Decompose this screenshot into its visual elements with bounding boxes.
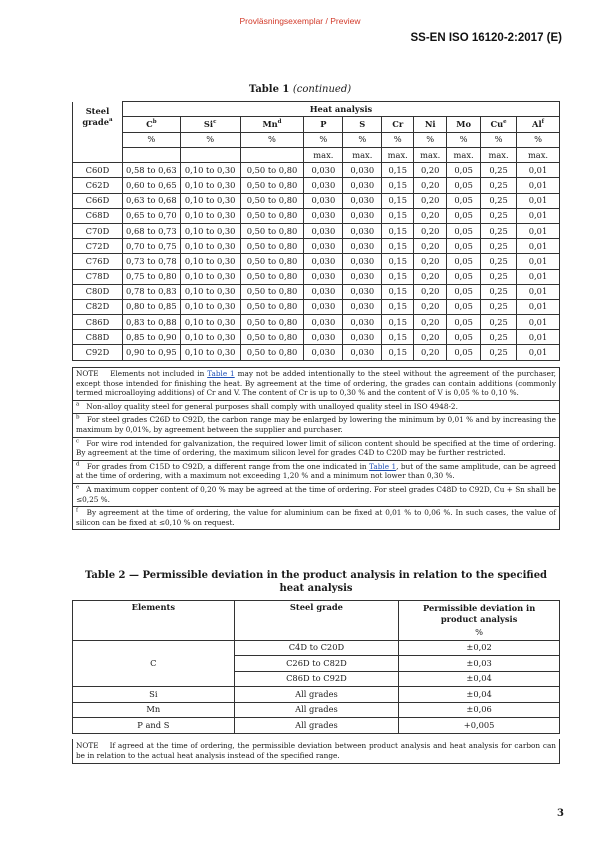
value-cell: 0,20 [414,208,447,223]
value-cell: 0,10 to 0,30 [180,208,240,223]
table1-link[interactable]: Table 1 [207,369,235,378]
col-unit: % [414,132,447,147]
value-cell: 0,030 [304,223,343,238]
col-header-s: S [343,117,382,132]
value-cell: 0,78 to 0,83 [122,284,180,299]
value-cell: 0,030 [343,315,382,330]
value-cell: 0,25 [481,208,517,223]
value-cell: 0,030 [304,208,343,223]
col-unit: % [304,132,343,147]
value-cell: 0,50 to 0,80 [240,330,304,345]
value-cell: 0,85 to 0,90 [122,330,180,345]
footnote-f: $^f$ By agreement at the time of ordering, the value for aluminium can be fixed at 0,01 % to 0,06 %. In such cases, the value of silicon can be fixed at ≤0,10 % on request. [73,506,559,529]
steel-grade-cell: C88D [73,330,123,345]
value-cell: 0,01 [517,254,560,269]
value-cell: 0,030 [343,254,382,269]
table-row [73,239,560,254]
value-cell: 0,25 [481,223,517,238]
steel-grade-cell: C78D [73,269,123,284]
value-cell: 0,05 [447,208,481,223]
table-row [73,163,560,178]
value-cell: 0,030 [304,193,343,208]
steel-grade-cell: C66D [73,193,123,208]
value-cell: 0,20 [414,193,447,208]
value-cell: 0,030 [304,299,343,314]
value-cell: 0,20 [414,299,447,314]
value-cell: 0,25 [481,284,517,299]
element-mn: Mn [73,702,235,718]
value-cell: 0,01 [517,315,560,330]
value-cell: 0,05 [447,239,481,254]
value-cell: 0,01 [517,269,560,284]
value-cell: 0,05 [447,330,481,345]
heat-analysis-header: Heat analysis [122,102,559,117]
steel-grade-header-2: Steel grade [234,601,399,641]
col-limit: max. [517,147,560,162]
value-cell: 0,030 [304,269,343,284]
col-header-si: Si$^c$ [180,117,240,132]
table1-link-2[interactable]: Table 1 [369,461,397,471]
steel-grade-cell: C76D [73,254,123,269]
value-cell: 0,05 [447,223,481,238]
value-cell: 0,50 to 0,80 [240,193,304,208]
value-cell: 0,030 [343,239,382,254]
table1-caption [72,84,528,95]
footnote-b: $^b$ For steel grades C26D to C92D, the carbon range may be enlarged by lowering the minimum by 0,01 % and by increasing the maximum by 0,01%, by agreement between the supplier and purchaser. [73,413,559,436]
value-cell: 0,030 [304,315,343,330]
steel-grade-cell: C82D [73,299,123,314]
table1-notes [72,367,560,530]
value-cell: 0,10 to 0,30 [180,345,240,360]
value-cell: 0,030 [343,208,382,223]
value-cell: 0,25 [481,299,517,314]
col-limit: max. [343,147,382,162]
value-cell: 0,15 [382,284,414,299]
value-cell: 0,01 [517,284,560,299]
value-cell: 0,25 [481,269,517,284]
value-cell: 0,10 to 0,30 [180,315,240,330]
ps-dev: +0,005 [399,718,560,734]
table-row [73,299,560,314]
value-cell: 0,25 [481,193,517,208]
col-header-c: $C^b$ [122,117,180,132]
c-dev-2: ±0,03 [399,656,560,672]
value-cell: 0,25 [481,254,517,269]
value-cell: 0,10 to 0,30 [180,330,240,345]
value-cell: 0,030 [343,223,382,238]
mn-dev: ±0,06 [399,702,560,718]
value-cell: 0,25 [481,163,517,178]
ps-grade: All grades [234,718,399,734]
value-cell: 0,030 [304,345,343,360]
steel-grade-cell: C92D [73,345,123,360]
value-cell: 0,05 [447,193,481,208]
value-cell: 0,20 [414,345,447,360]
value-cell: 0,01 [517,345,560,360]
steel-grade-cell: C68D [73,208,123,223]
value-cell: 0,15 [382,178,414,193]
table-row [73,315,560,330]
value-cell: 0,20 [414,315,447,330]
value-cell: 0,05 [447,163,481,178]
value-cell: 0,01 [517,239,560,254]
value-cell: 0,10 to 0,30 [180,269,240,284]
steel-grade-cell: C60D [73,163,123,178]
value-cell: 0,01 [517,299,560,314]
footnote-d: $^d$ For grades from C15D to C92D, a different range from the one indicated in Table 1, but of the same amplitude, can be agreed at the time of ordering, with a maximum not exceeding 1,20 % and a minimum not lower than 0,30 %. [73,460,559,483]
value-cell: 0,10 to 0,30 [180,223,240,238]
value-cell: 0,05 [447,178,481,193]
table-row [73,284,560,299]
table2-note: NOTE If agreed at the time of ordering, the permissible deviation between product analysis and heat analysis for carbon can be in relation to the actual heat analysis instead of the specified range. [72,739,560,764]
steel-grade-spacer-2 [73,147,123,162]
value-cell: 0,50 to 0,80 [240,315,304,330]
value-cell: 0,10 to 0,30 [180,254,240,269]
col-limit [180,147,240,162]
table-row [73,269,560,284]
value-cell: 0,50 to 0,80 [240,269,304,284]
c-grade-3: C86D to C92D [234,671,399,687]
table1-caption-main: Table 1 [248,84,290,95]
value-cell: 0,20 [414,178,447,193]
value-cell: 0,50 to 0,80 [240,208,304,223]
value-cell: 0,05 [447,345,481,360]
si-grade: All grades [234,687,399,703]
value-cell: 0,25 [481,239,517,254]
col-unit: % [240,132,304,147]
steel-grade-cell: C86D [73,315,123,330]
col-header-cr: Cr [382,117,414,132]
value-cell: 0,10 to 0,30 [180,193,240,208]
value-cell: 0,15 [382,163,414,178]
element-si: Si [73,687,235,703]
value-cell: 0,10 to 0,30 [180,299,240,314]
table1 [72,101,560,361]
value-cell: 0,05 [447,254,481,269]
value-cell: 0,030 [304,239,343,254]
value-cell: 0,030 [343,269,382,284]
value-cell: 0,10 to 0,30 [180,239,240,254]
value-cell: 0,20 [414,163,447,178]
value-cell: 0,15 [382,254,414,269]
value-cell: 0,030 [343,193,382,208]
value-cell: 0,25 [481,330,517,345]
preview-label: Provläsningsexemplar / Preview [239,16,361,26]
value-cell: 0,50 to 0,80 [240,284,304,299]
col-unit: % [481,132,517,147]
steel-grade-cell: C72D [73,239,123,254]
value-cell: 0,15 [382,208,414,223]
value-cell: 0,15 [382,239,414,254]
col-unit: % [382,132,414,147]
value-cell: 0,01 [517,163,560,178]
value-cell: 0,60 to 0,65 [122,178,180,193]
value-cell: 0,50 to 0,80 [240,239,304,254]
table-row [73,223,560,238]
value-cell: 0,70 to 0,75 [122,239,180,254]
value-cell: 0,10 to 0,30 [180,178,240,193]
element-c: C [73,640,235,687]
table2-caption: Table 2 — Permissible deviation in the product analysis in relation to the specified heat analysis [84,570,548,594]
value-cell: 0,20 [414,239,447,254]
c-dev-3: ±0,04 [399,671,560,687]
value-cell: 0,15 [382,223,414,238]
value-cell: 0,63 to 0,68 [122,193,180,208]
col-limit: max. [382,147,414,162]
col-header-mn: Mn$^d$ [240,117,304,132]
value-cell: 0,50 to 0,80 [240,223,304,238]
footnote-c: $^c$ For wire rod intended for galvanization, the required lower limit of silicon content should be specified at the time of ordering. By agreement at the time of ordering, the maximum silicon level for grades C4D to C20D may be further restricted. [73,437,559,460]
value-cell: 0,20 [414,284,447,299]
value-cell: 0,65 to 0,70 [122,208,180,223]
col-limit [240,147,304,162]
col-header-ni: Ni [414,117,447,132]
value-cell: 0,20 [414,223,447,238]
c-grade-2: C26D to C82D [234,656,399,672]
value-cell: 0,15 [382,193,414,208]
value-cell: 0,15 [382,315,414,330]
col-limit: max. [304,147,343,162]
col-limit: max. [447,147,481,162]
value-cell: 0,20 [414,330,447,345]
value-cell: 0,030 [343,345,382,360]
col-header-mo: Mo [447,117,481,132]
value-cell: 0,50 to 0,80 [240,345,304,360]
value-cell: 0,20 [414,269,447,284]
table-row [73,193,560,208]
col-unit: % [447,132,481,147]
value-cell: 0,15 [382,330,414,345]
c-grade-1: C4D to C20D [234,640,399,656]
value-cell: 0,20 [414,254,447,269]
steel-grade-cell: C62D [73,178,123,193]
value-cell: 0,05 [447,315,481,330]
col-header-al: Al$^f$ [517,117,560,132]
si-dev: ±0,04 [399,687,560,703]
col-unit: % [122,132,180,147]
value-cell: 0,030 [343,299,382,314]
col-unit: % [517,132,560,147]
steel-grade-cell: C70D [73,223,123,238]
value-cell: 0,030 [343,284,382,299]
deviation-unit: % [399,625,560,640]
footnote-e: $^e$ A maximum copper content of 0,20 % may be agreed at the time of ordering. For steel grades C48D to C92D, Cu + Sn shall be ≤0,25 %. [73,483,559,506]
table-row [73,178,560,193]
steel-grade-cell: C80D [73,284,123,299]
value-cell: 0,10 to 0,30 [180,284,240,299]
value-cell: 0,68 to 0,73 [122,223,180,238]
table1-note: NOTE Elements not included in Table 1 may not be added intentionally to the steel without the agreement of the purchaser, except those intended for finishing the heat. By agreement at the time of ordering, the grades can contain additions (commonly termed microalloying additions) of Cr and V. The content of Cr is up to 0,30 % and the content of V is 0,05 % to 0,10 %. [73,367,559,400]
table-row [73,208,560,223]
col-header-p: P [304,117,343,132]
table-row [73,254,560,269]
value-cell: 0,030 [304,284,343,299]
table-row [73,345,560,360]
value-cell: 0,15 [382,345,414,360]
col-limit: max. [414,147,447,162]
value-cell: 0,90 to 0,95 [122,345,180,360]
value-cell: 0,25 [481,178,517,193]
value-cell: 0,15 [382,299,414,314]
value-cell: 0,83 to 0,88 [122,315,180,330]
value-cell: 0,030 [304,163,343,178]
value-cell: 0,01 [517,223,560,238]
value-cell: 0,25 [481,315,517,330]
value-cell: 0,05 [447,269,481,284]
c-dev-1: ±0,02 [399,640,560,656]
footnote-a: $^a$ Non-alloy quality steel for general purposes shall comply with unalloyed quality steel in ISO 4948-2. [73,400,559,414]
value-cell: 0,50 to 0,80 [240,163,304,178]
mn-grade: All grades [234,702,399,718]
deviation-header: Permissible deviation in product analysis [399,601,560,626]
value-cell: 0,030 [304,178,343,193]
steel-grade-header: Steel grade$^a$ [73,102,123,133]
value-cell: 0,10 to 0,30 [180,163,240,178]
col-limit [122,147,180,162]
value-cell: 0,73 to 0,78 [122,254,180,269]
col-unit: % [180,132,240,147]
value-cell: 0,58 to 0,63 [122,163,180,178]
value-cell: 0,030 [343,178,382,193]
value-cell: 0,80 to 0,85 [122,299,180,314]
value-cell: 0,50 to 0,80 [240,178,304,193]
value-cell: 0,25 [481,345,517,360]
col-unit: % [343,132,382,147]
element-p-s: P and S [73,718,235,734]
value-cell: 0,01 [517,193,560,208]
value-cell: 0,01 [517,178,560,193]
value-cell: 0,030 [343,163,382,178]
table-row [73,330,560,345]
col-header-cu: Cu$^e$ [481,117,517,132]
value-cell: 0,50 to 0,80 [240,254,304,269]
value-cell: 0,030 [304,330,343,345]
value-cell: 0,50 to 0,80 [240,299,304,314]
value-cell: 0,15 [382,269,414,284]
value-cell: 0,01 [517,208,560,223]
steel-grade-spacer [73,132,123,147]
value-cell: 0,05 [447,284,481,299]
table2 [72,600,560,734]
standard-code: SS-EN ISO 16120-2:2017 (E) [410,32,562,44]
value-cell: 0,05 [447,299,481,314]
value-cell: 0,030 [343,330,382,345]
elements-header: Elements [73,601,235,641]
value-cell: 0,030 [304,254,343,269]
value-cell: 0,75 to 0,80 [122,269,180,284]
value-cell: 0,01 [517,330,560,345]
table1-caption-continued: (continued) [292,84,352,95]
col-limit: max. [481,147,517,162]
page-number: 3 [557,808,564,819]
